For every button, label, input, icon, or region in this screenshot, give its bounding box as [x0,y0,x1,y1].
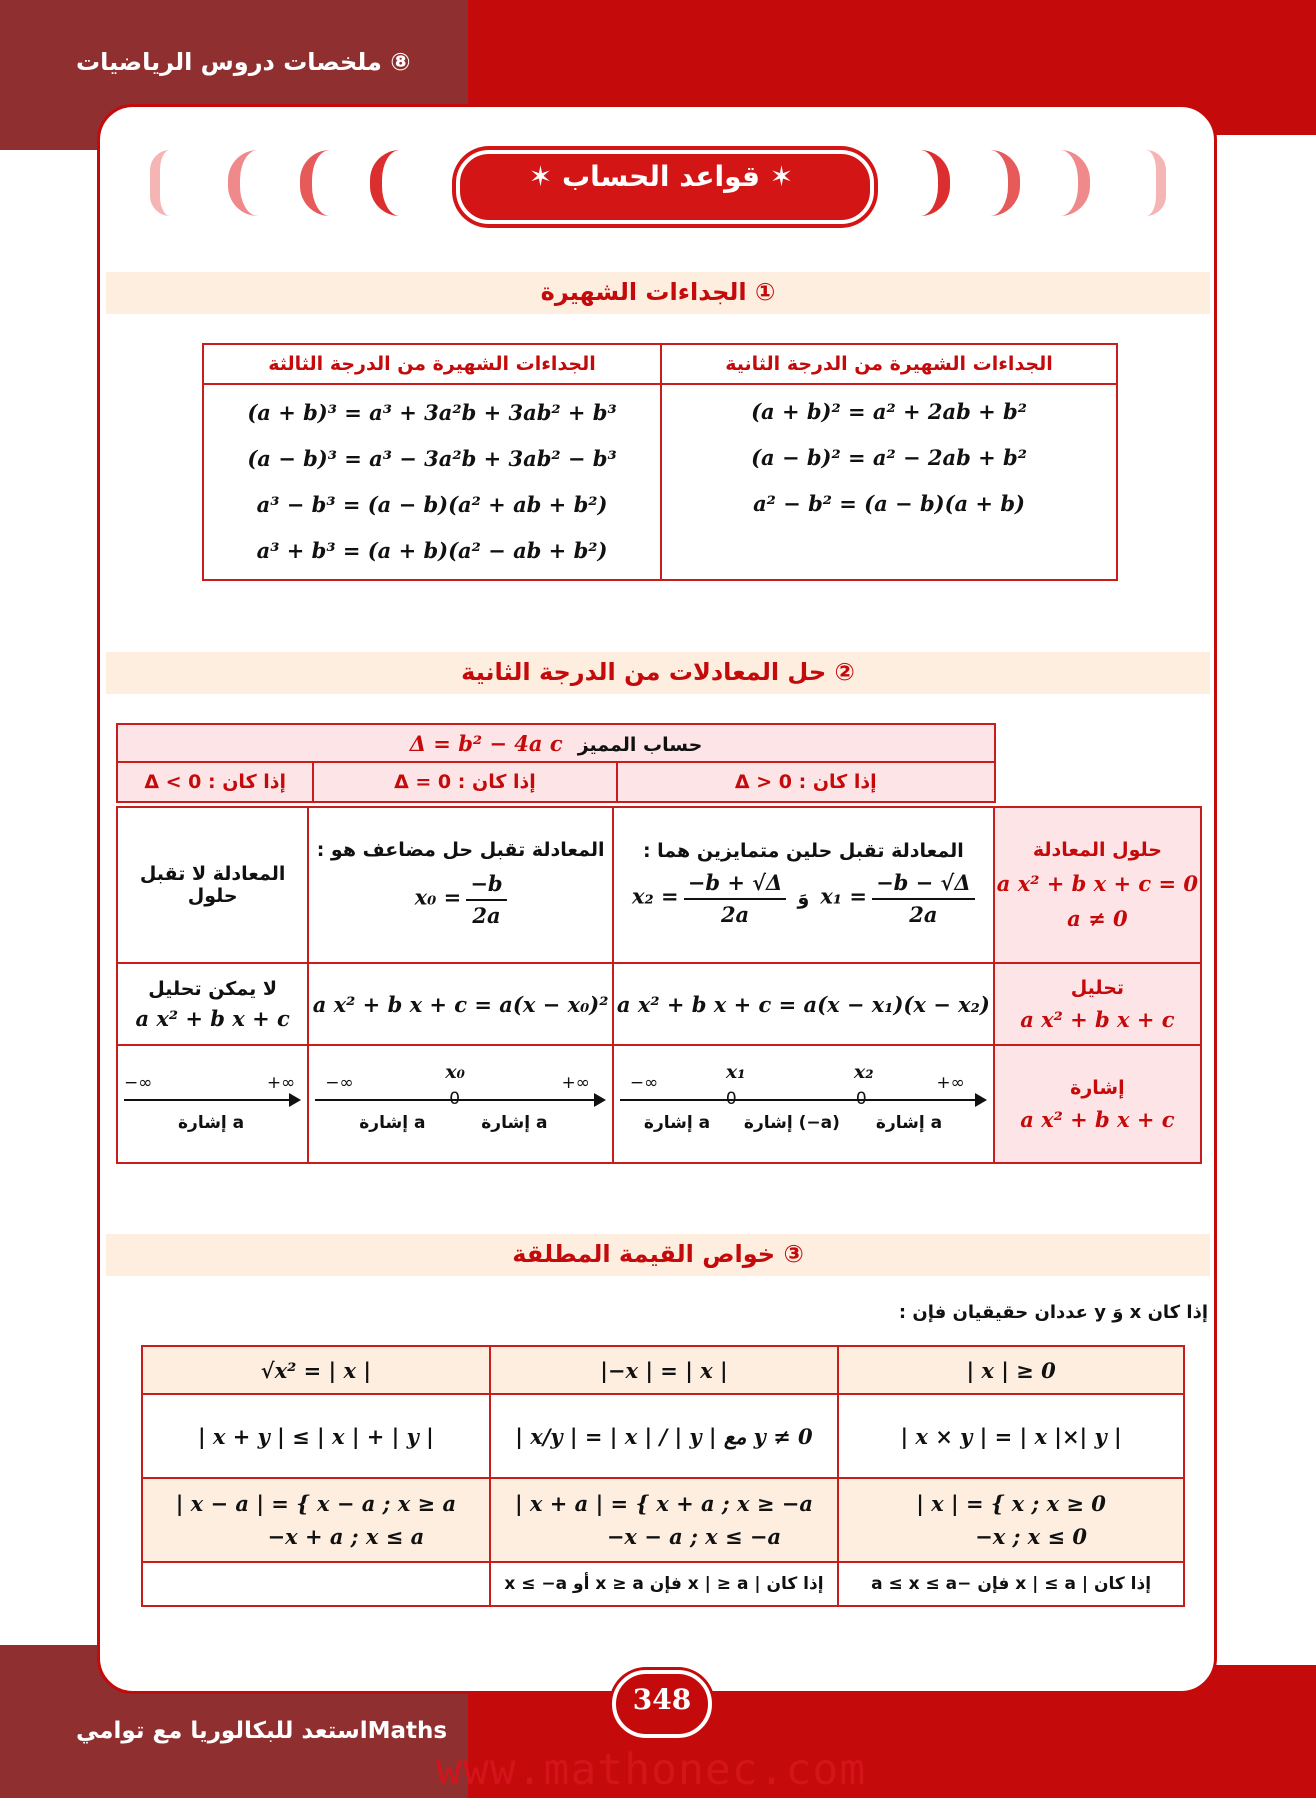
zero-solutions [308,807,613,963]
decor-arc [150,150,190,216]
identity: (a + b)³ = a³ + 3a²b + 3ab² + b³ [247,400,617,425]
discriminant-header-table [116,723,996,803]
pos-factor: a x² + b x + c = a(x − x₁)(x − x₂) [613,963,994,1045]
abs-rule: |−x | = | x | [490,1346,838,1394]
abs-ineq: إذا كان | x | ≥ a فإن x ≥ a أو x ≤ −a [490,1562,838,1606]
fraction-den: 2a [909,902,938,927]
x0-mark: x₀ [445,1061,465,1083]
page-title: ✶ قواعد الحساب ✶ [528,160,794,193]
discriminant-cell [117,724,995,762]
case-positive: إذا كان : Δ > 0 [617,762,995,802]
abs-ineq [142,1562,490,1606]
abs-rule: | x + y | ≤ | x | + | y | [142,1394,490,1478]
piece-1: | x − a | = { x − a ; x ≥ a [175,1491,457,1516]
identity: (a − b)² = a² − 2ab + b² [751,445,1027,470]
identities-table [202,343,1118,581]
zero-factor: a x² + b x + c = a(x − x₀)² [308,963,613,1045]
piece-2: −x ; x ≤ 0 [975,1524,1087,1549]
neg-factor-expr: a x² + b x + c [135,1005,290,1031]
absolute-intro: إذا كان x وَ y عددان حقيقيان فإن : [898,1302,1208,1323]
abs-piecewise [490,1478,838,1562]
and-word: وَ [797,886,810,909]
x2-label: x₂ = [632,883,679,909]
decor-arc [300,150,360,216]
axis-arrow [594,1093,606,1107]
zero-mark: 0 [855,1089,867,1109]
zero-mark: 0 [725,1089,737,1109]
zero-text: المعادلة تقبل حل مضاعف هو : [316,839,605,861]
sign-label: إشارة a [643,1113,711,1133]
pos-text: المعادلة تقبل حلين متمايزين هما : [642,840,964,862]
neg-factor [117,963,308,1045]
sign-label: إشارة a [359,1113,426,1133]
row-sign-title [994,1045,1201,1163]
plus-infinity: +∞ [266,1073,296,1093]
fraction-num: −b − √Δ [872,868,975,900]
decor-arc [960,150,1020,216]
axis-line [620,1099,985,1101]
fraction-den: 2a [720,902,750,927]
piece-1: | x | = { x ; x ≥ 0 [916,1491,1106,1516]
abs-piecewise [838,1478,1184,1562]
x1-fraction [872,868,975,930]
sign-axis [614,1061,993,1147]
decor-arc [890,150,950,216]
x2-mark: x₂ [853,1061,874,1083]
axis-line [124,1099,299,1101]
piece-2: −x − a ; x ≤ −a [606,1524,782,1549]
section-title-identities: ① الجداءات الشهيرة [540,278,776,306]
page-number: 348 [632,1683,692,1716]
quadratic-table [116,806,1202,1164]
sign-label: إشارة (−a) [743,1113,840,1133]
sign-label: إشارة a [481,1113,548,1133]
neg-factor-text: لا يمكن تحليل [148,977,277,1000]
absolute-table [141,1345,1185,1607]
decor-arc [1030,150,1090,216]
abs-ineq: إذا كان | x | ≤ a فإن −a ≤ x ≤ a [838,1562,1184,1606]
axis-arrow [289,1093,301,1107]
plus-infinity: +∞ [936,1073,965,1093]
x0-label: x₀ = [414,884,462,910]
abs-rule: | x | ≥ 0 [838,1346,1184,1394]
row-expr: a x² + b x + c [1020,1006,1175,1032]
row-condition: a ≠ 0 [1067,906,1128,931]
case-zero: إذا كان : Δ = 0 [313,762,616,802]
decor-arc [228,150,288,216]
zero-mark: 0 [449,1089,461,1109]
row-title: تحليل [1070,976,1125,999]
fraction-den: 2a [472,903,501,928]
identity: a³ − b³ = (a − b)(a² + ab + b²) [256,492,608,517]
minus-infinity: −∞ [325,1073,354,1093]
piece-1: | x + a | = { x + a ; x ≥ −a [514,1491,813,1516]
sign-label: إشارة a [875,1113,943,1133]
identities-second-cell [661,384,1117,580]
case-negative: إذا كان : Δ < 0 [117,762,313,802]
pos-sign [613,1045,994,1163]
identity: a² − b² = (a − b)(a + b) [753,491,1025,516]
identities-third-cell [203,384,661,580]
minus-infinity: −∞ [629,1073,659,1093]
identities-header-second: الجداءات الشهيرة من الدرجة الثانية [661,344,1117,384]
fraction-num: −b + √Δ [684,868,787,900]
row-factor-title [994,963,1201,1045]
neg-solutions: المعادلة لا تقبل حلول [117,807,308,963]
identity: (a + b)² = a² + 2ab + b² [751,399,1027,424]
x1-mark: x₁ [725,1061,746,1083]
zero-fraction [466,869,506,931]
discriminant-label: حساب المميز [577,733,703,756]
neg-sign [117,1045,308,1163]
section-title-absolute: ③ خواص القيمة المطلقة [512,1240,804,1268]
decor-arc [370,150,430,216]
pos-formula [614,868,993,930]
abs-rule: | x/y | = | x | / | y | مع y ≠ 0 [490,1394,838,1478]
zero-sign [308,1045,613,1163]
decor-arc [1126,150,1166,216]
identities-header-third: الجداءات الشهيرة من الدرجة الثالثة [203,344,661,384]
row-equation: a x² + b x + c = 0 [996,871,1198,896]
section-title-quadratic: ② حل المعادلات من الدرجة الثانية [461,658,855,686]
axis-arrow [975,1093,987,1107]
zero-formula [309,869,612,931]
row-title: حلول المعادلة [1032,839,1162,861]
sign-label: إشارة a [178,1113,245,1133]
header-label: ⑧ ملخصات دروس الرياضيات [76,48,411,76]
discriminant-formula: Δ = b² − 4a c [409,730,563,756]
row-solutions-title [994,807,1201,963]
sign-axis [118,1061,307,1147]
plus-infinity: +∞ [561,1073,590,1093]
x1-label: x₁ = [820,883,867,909]
minus-infinity: −∞ [124,1073,153,1093]
abs-rule: | x × y | = | x |×| y | [838,1394,1184,1478]
identity: (a − b)³ = a³ − 3a²b + 3ab² − b³ [247,446,617,471]
abs-rule: √x² = | x | [142,1346,490,1394]
footer-label: استعد للبكالوريا مع تواميMaths [76,1718,448,1744]
abs-piecewise [142,1478,490,1562]
fraction-num: −b [466,869,506,901]
identity: a³ + b³ = (a + b)(a² − ab + b²) [256,538,608,563]
x2-fraction [684,868,787,930]
piece-2: −x + a ; x ≤ a [267,1524,425,1549]
row-title: إشارة [1070,1076,1125,1099]
row-expr: a x² + b x + c [1020,1106,1175,1132]
sign-axis [309,1061,612,1147]
footer-url[interactable]: www.mathonec.com [436,1745,867,1795]
pos-solutions [613,807,994,963]
